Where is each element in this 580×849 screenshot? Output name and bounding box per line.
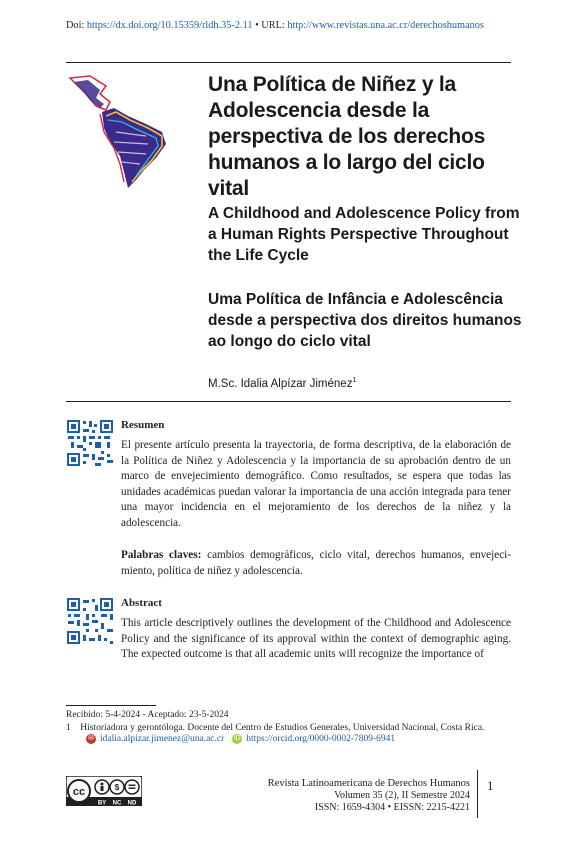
qr-code-icon bbox=[66, 419, 114, 467]
doi-line bbox=[66, 20, 516, 31]
title-english: A Childhood and Adolescence Policy from a Human Rights Perspective Throughout the Life Cycle bbox=[208, 205, 520, 264]
footnote-text: Historiadora y gerontóloga. Docente del Centro de Estudios Generales, Universidad Nacional, Costa Rica. bbox=[80, 723, 485, 733]
title-spanish: Una Política de Niñez y la Adolescencia desde la perspectiva de los derechos humanos a lo largo del ciclo vital bbox=[208, 73, 486, 200]
journal-issn: ISSN: 1659-4304 • EISSN: 2215-4221 bbox=[314, 802, 470, 813]
creative-commons-badge[interactable] bbox=[66, 776, 142, 806]
orcid-icon: iD bbox=[233, 735, 241, 742]
title-portuguese: Uma Política de Infância e Adolescência desde a perspectiva dos direitos humanos ao longo do ciclo vital bbox=[208, 291, 522, 350]
footnote-rule bbox=[66, 705, 156, 706]
cc-label: cc bbox=[72, 786, 86, 798]
abstract-text: This article descriptively outlines the development of the Childhood and Adolescence Policy and the significance of its approval within the context of demographic aging. The expected outcome is that all academic units will recognize the importance of bbox=[121, 617, 511, 660]
journal-info bbox=[268, 778, 470, 814]
abstract-heading: Abstract bbox=[121, 597, 162, 609]
keywords-list: cambios demográficos, ciclo vital, derechos humanos, envejeci-miento, política de niñez y adolescencia. bbox=[121, 549, 511, 577]
cc-by-label: BY bbox=[97, 800, 107, 806]
email-icon: ✉ bbox=[86, 734, 96, 744]
cc-nc-label: NC bbox=[112, 800, 122, 806]
svg-text:$: $ bbox=[114, 783, 120, 792]
journal-volume: Volumen 35 (2), II Semestre 2024 bbox=[334, 790, 470, 801]
orcid-link[interactable]: https://orcid.org/0000-0002-7809-6941 bbox=[246, 734, 396, 744]
page-number: 1 bbox=[487, 778, 494, 793]
americas-map-logo bbox=[66, 72, 176, 190]
author-footnote-mark[interactable]: 1 bbox=[352, 377, 357, 384]
section-rule bbox=[66, 401, 511, 402]
doi-label: Doi: bbox=[66, 20, 85, 31]
email-link[interactable]: idalia.alpizar.jimenez@una.ac.cr bbox=[100, 734, 225, 744]
page-number-divider bbox=[477, 770, 478, 818]
doi-link[interactable]: https://dx.doi.org/10.15359/rldh.35-2.11 bbox=[86, 20, 253, 31]
header-rule bbox=[66, 62, 511, 63]
cc-nd-label: ND bbox=[127, 800, 137, 806]
resumen-heading: Resumen bbox=[121, 419, 165, 431]
url-separator: • URL: bbox=[255, 20, 285, 31]
footnote-number: 1 bbox=[66, 723, 71, 733]
qr-code-icon bbox=[66, 597, 114, 645]
journal-name: Revista Latinoamericana de Derechos Humanos bbox=[267, 778, 470, 789]
resumen-text: El presente artículo presenta la trayectoria, de forma descriptiva, de la elaboración de la Política de Niñez y Adolescencia y la importancia de su aprobación dentro de un marco de envejecimiento demográfico. Como resultados, se espera que todas las unidades académicas puedan valorar la importancia de una acción integrada para tener una mayor incidencia en el mejoramiento de los derechos de la niñez y la adolescencia. bbox=[121, 439, 511, 529]
keywords-label: Palabras claves: bbox=[121, 549, 202, 561]
keywords-paragraph bbox=[121, 548, 511, 579]
author-name: M.Sc. Idalia Alpízar Jiménez bbox=[208, 377, 353, 390]
footnote-1 bbox=[66, 722, 516, 734]
author-line bbox=[208, 377, 356, 390]
author-contacts bbox=[86, 734, 395, 744]
received-accepted-dates: Recibido: 5-4-2024 - Aceptado: 23-5-2024 bbox=[66, 710, 229, 720]
journal-url-link[interactable]: http://www.revistas.una.ac.cr/derechoshumanos bbox=[287, 20, 484, 31]
